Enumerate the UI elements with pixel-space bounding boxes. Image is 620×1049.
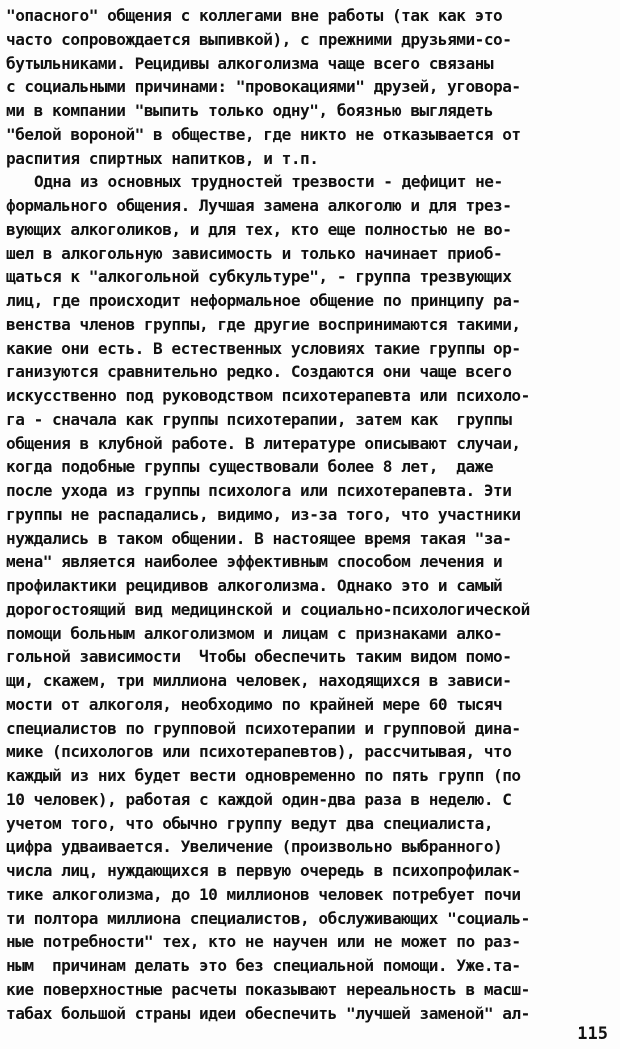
text-line: щи, скажем, три миллиона человек, находящихся в зависи- — [6, 671, 512, 690]
text-line: вующих алкоголиков, и для тех, кто еще полностью не во- — [6, 219, 512, 239]
text-line: дорогостоящий вид медицинской и социально-психологической — [6, 599, 530, 619]
text-line: группы не распадались, видимо, из-за того, что участники — [6, 504, 521, 524]
text-line: часто сопровождается выпивкой), с прежними друзьями-со- — [6, 29, 512, 49]
text-line: ные потребности" тех, кто не научен или не может по раз- — [6, 932, 521, 952]
text-line: искусственно под руководством психотерапевта или психоло- — [6, 386, 530, 405]
text-line: общения в клубной работе. В литературе описывают случаи, — [6, 433, 521, 453]
text-line: формального общения. Лучшая замена алкоголю и для трез- — [6, 196, 512, 215]
paragraph-start-line: Одна из основных трудностей трезвости - дефицит не- — [34, 172, 503, 192]
text-line: бутыльниками. Рецидивы алкоголизма чаще всего связаны — [6, 53, 494, 73]
text-line: мости от алкоголя, необходимо по крайней мере 60 тысяч — [6, 694, 503, 714]
text-line: каждый из них будет вести одновременно по пять групп (по — [6, 766, 521, 785]
text-line: какие они есть. В естественных условиях такие группы ор- — [6, 338, 521, 358]
text-line: распития спиртных напитков, и т.п. — [6, 148, 319, 168]
text-line: табах большой страны идеи обеспечить "лучшей заменой" ал- — [6, 1003, 530, 1023]
text-line: кие поверхностные расчеты показывают нереальность в масш- — [6, 979, 530, 999]
body-text — [6, 4, 614, 1025]
text-line: ми в компании "выпить только одну", боязнью выглядеть — [6, 101, 494, 120]
text-line: числа лиц, нуждающихся в первую очередь в психопрофилак- — [6, 861, 521, 880]
text-line: га - сначала как группы психотерапии, затем как группы — [6, 409, 512, 429]
text-line: лиц, где происходит неформальное общение по принципу ра- — [6, 291, 521, 310]
page-number: 115 — [577, 1024, 608, 1044]
text-line: учетом того, что обычно группу ведут два специалиста, — [6, 813, 494, 833]
text-line: нуждались в таком общении. В настоящее время такая "за- — [6, 528, 512, 548]
text-line: щаться к "алкогольной субкультуре", - группа трезвующих — [6, 267, 512, 287]
text-line: шел в алкогольную зависимость и только начинает приоб- — [6, 243, 503, 263]
text-line: профилактики рецидивов алкоголизма. Однако это и самый — [6, 576, 503, 595]
text-line: цифра удваивается. Увеличение (произвольно выбранного) — [6, 837, 503, 857]
text-line: после ухода из группы психолога или психотерапевта. Эти — [6, 481, 512, 500]
text-line: тике алкоголизма, до 10 миллионов человек потребует почи — [6, 884, 521, 904]
text-line: когда подобные группы существовали более 8 лет, даже — [6, 457, 494, 477]
text-line: мена" является наиболее эффективным способом лечения и — [6, 552, 503, 572]
text-line: ти полтора миллиона специалистов, обслуживающих "социаль- — [6, 908, 530, 928]
text-line: "белой вороной" в обществе, где никто не отказывается от — [6, 124, 521, 144]
text-line: помощи больным алкоголизмом и лицам с признаками алко- — [6, 623, 503, 643]
text-line: "опасного" общения с коллегами вне работы (так как это — [6, 6, 503, 25]
text-line: 10 человек), работая с каждой один-два раза в неделю. С — [6, 789, 512, 809]
text-line: с социальными причинами: "провокациями" друзей, уговора- — [6, 77, 521, 97]
text-line: ганизуются сравнительно редко. Создаются они чаще всего — [6, 362, 512, 382]
text-line: специалистов по групповой психотерапии и групповой дина- — [6, 718, 521, 738]
text-line: ным причинам делать это без специальной помощи. Уже.та- — [6, 956, 521, 975]
text-line: мике (психологов или психотерапевтов), рассчитывая, что — [6, 742, 512, 762]
text-line: венства членов группы, где другие воспринимаются такими, — [6, 314, 521, 334]
text-line: гольной зависимости Чтобы обеспечить таким видом помо- — [6, 647, 512, 667]
